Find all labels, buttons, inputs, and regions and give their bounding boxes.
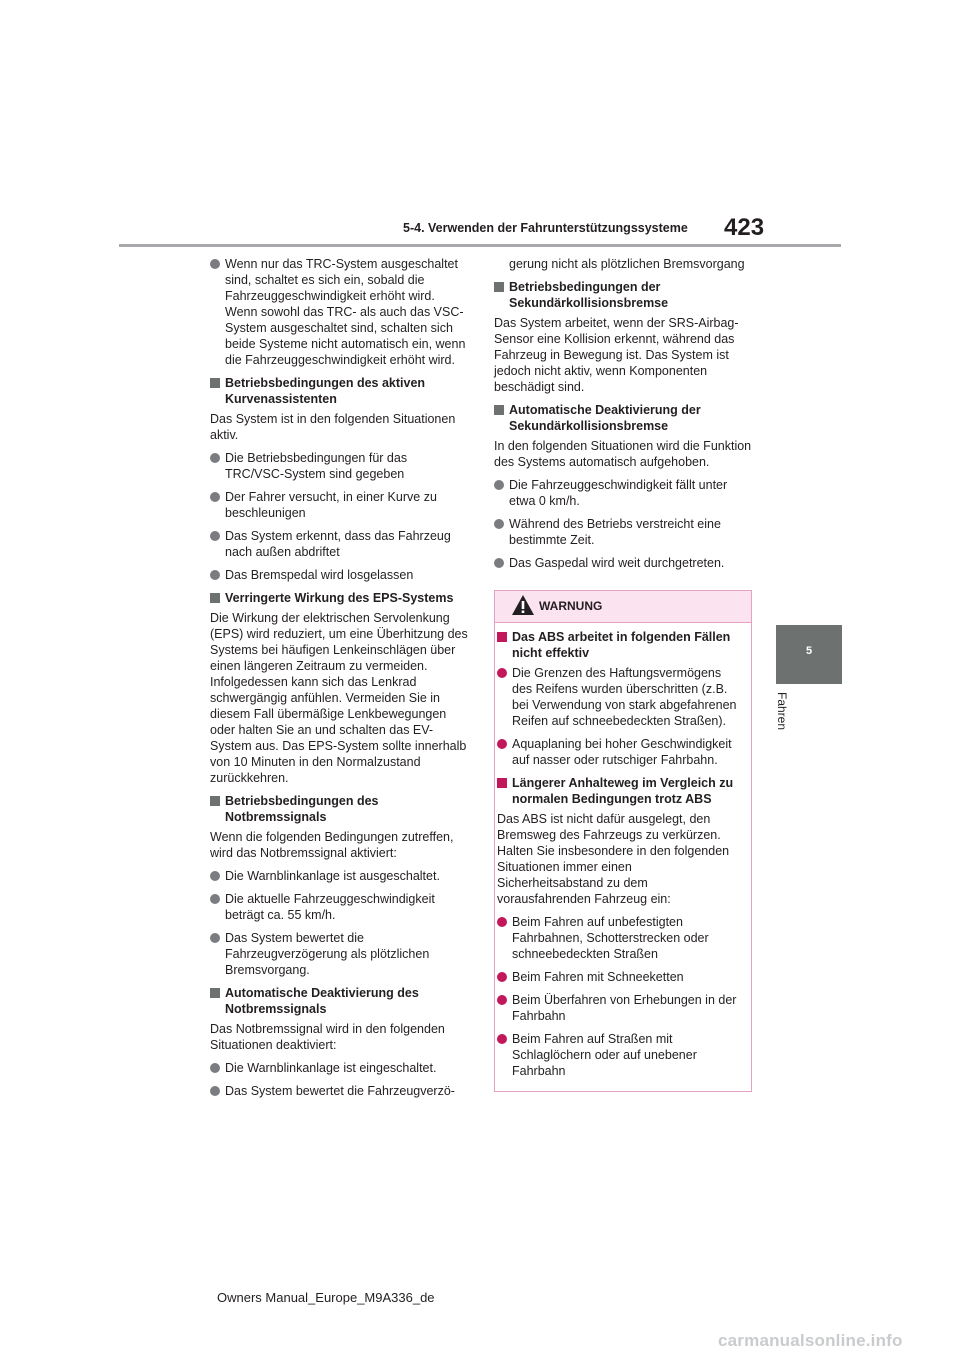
bullet-dot-icon — [210, 492, 220, 502]
bullet-dot-icon — [494, 519, 504, 529]
warning-body — [497, 625, 740, 1086]
paragraph: Wenn die folgenden Bedingungen zutreffen, wird das Notbremssignal aktiviert: — [210, 830, 454, 860]
right-column — [494, 256, 752, 578]
bullet-dot-icon — [210, 933, 220, 943]
heading-text: Das ABS arbeitet in folgenden Fällen nicht effektiv — [512, 630, 731, 660]
bullet-item — [210, 450, 468, 482]
manual-name: Owners Manual_Europe_M9A336_de — [217, 1290, 435, 1305]
watermark: carmanualsonline.info — [718, 1331, 903, 1350]
bullet-text: Beim Fahren auf Straßen mit Schlaglöchern oder auf unebener Fahrbahn — [512, 1032, 697, 1078]
warning-box — [494, 590, 752, 1092]
paragraph: Das Notbremssignal wird in den folgenden Situationen deaktiviert: — [210, 1022, 445, 1052]
section-heading — [497, 775, 740, 807]
bullet-text: Die Betriebsbedingungen für das TRC/VSC-System sind gegeben — [225, 451, 408, 481]
bullet-item — [494, 477, 752, 509]
bullet-item — [210, 567, 468, 583]
bullet-item — [497, 665, 740, 729]
bullet-text: Das Gaspedal wird weit durchgetreten. — [509, 556, 725, 570]
bullet-dot-icon — [497, 917, 507, 927]
bullet-item — [210, 1083, 468, 1099]
warning-title: WARNUNG — [539, 599, 603, 613]
heading-text: Betriebsbedingungen des Notbremssignals — [225, 794, 379, 824]
bullet-item — [210, 256, 468, 368]
section-heading — [210, 985, 468, 1017]
bullet-item — [210, 930, 468, 978]
bullet-text: Die Warnblinkanlage ist ausgeschaltet. — [225, 869, 440, 883]
paragraph: Das System ist in den folgenden Situationen aktiv. — [210, 412, 456, 442]
bullet-dot-icon — [494, 558, 504, 568]
bullet-text: Die aktuelle Fahrzeuggeschwindigkeit beträgt ca. 55 km/h. — [225, 892, 435, 922]
bullet-item — [494, 555, 752, 571]
bullet-dot-icon — [210, 894, 220, 904]
bullet-dot-icon — [497, 668, 507, 678]
paragraph: Die Wirkung der elektrischen Servolenkung (EPS) wird reduziert, um eine Überhitzung des Systems bei häufigen Lenkeinschlägen über einen längeren Zeitraum zu vermeiden. Infolgedessen kann sich das Lenkrad schwergängig anfühlen. Vermeiden Sie in diesem Fall übermäßige Lenkbewegungen oder halten Sie an und schalten das EV-System aus. Das EPS-System sollte innerhalb von 10 Minuten in den Normalzustand zurückkehren. — [210, 611, 468, 785]
section-heading — [497, 629, 740, 661]
bullet-dot-icon — [210, 871, 220, 881]
heading-square-icon — [210, 988, 220, 998]
bullet-item — [494, 516, 752, 548]
bullet-dot-icon — [497, 972, 507, 982]
bullet-item — [210, 868, 468, 884]
bullet-item — [497, 914, 740, 962]
heading-square-icon — [497, 632, 507, 642]
bullet-dot-icon — [210, 570, 220, 580]
heading-square-icon — [497, 778, 507, 788]
section-heading — [210, 793, 468, 825]
bullet-item — [210, 1060, 468, 1076]
bullet-dot-icon — [210, 259, 220, 269]
heading-text: Betriebsbedingungen der Sekundärkollisionsbremse — [509, 280, 669, 310]
paragraph: Das ABS ist nicht dafür ausgelegt, den Bremsweg des Fahrzeugs zu verkürzen. Halten Sie insbesondere in den folgenden Situationen immer einen Sicherheitsabstand zu dem vorausfahrenden Fahrzeug ein: — [497, 812, 730, 906]
left-column — [210, 256, 468, 1106]
bullet-text: Das System bewertet die Fahrzeugverzögerung als plötzlichen Bremsvorgang. — [225, 931, 430, 977]
section-heading — [210, 590, 468, 606]
paragraph: In den folgenden Situationen wird die Funktion des Systems automatisch aufgehoben. — [494, 439, 752, 469]
bullet-text: Die Warnblinkanlage ist eingeschaltet. — [225, 1061, 437, 1075]
chapter-label — [775, 692, 806, 752]
bullet-item — [210, 891, 468, 923]
paragraph: Das System arbeitet, wenn der SRS-Airbag-Sensor eine Kollision erkennt, während das Fahrzeug in Bewegung ist. Das System ist jedoch nicht aktiv, wenn Komponenten beschädigt sind. — [494, 316, 739, 394]
heading-text: Verringerte Wirkung des EPS-Systems — [225, 591, 454, 605]
bullet-item — [497, 1031, 740, 1079]
bullet-dot-icon — [210, 1063, 220, 1073]
heading-square-icon — [210, 796, 220, 806]
chapter-number: 5 — [805, 645, 813, 657]
section-heading — [210, 375, 468, 407]
warning-triangle-icon — [511, 594, 535, 616]
heading-square-icon — [210, 593, 220, 603]
bullet-dot-icon — [497, 739, 507, 749]
bullet-text: Während des Betriebs verstreicht eine bestimmte Zeit. — [509, 517, 721, 547]
section-heading — [494, 279, 752, 311]
heading-square-icon — [494, 405, 504, 415]
bullet-item — [210, 528, 468, 560]
heading-square-icon — [210, 378, 220, 388]
bullet-text: Das System erkennt, dass das Fahrzeug nach außen abdriftet — [225, 529, 451, 559]
bullet-dot-icon — [497, 995, 507, 1005]
chapter-label-text: Fahren — [775, 692, 789, 731]
bullet-text: Die Fahrzeuggeschwindigkeit fällt unter etwa 0 km/h. — [509, 478, 728, 508]
bullet-dot-icon — [210, 531, 220, 541]
bullet-text: Die Grenzen des Haftungsvermögens des Reifens wurden überschritten (z.B. bei Verwendung von stark abgefahrenen Reifen auf schneebedeckten Straßen). — [512, 666, 737, 728]
section-title: 5-4. Verwenden der Fahrunterstützungssysteme — [403, 221, 688, 235]
heading-square-icon — [494, 282, 504, 292]
heading-text: Automatische Deaktivierung der Sekundärkollisionsbremse — [509, 403, 701, 433]
section-heading — [494, 402, 752, 434]
heading-text: Betriebsbedingungen des aktiven Kurvenassistenten — [225, 376, 426, 406]
bullet-item — [497, 736, 740, 768]
bullet-item — [497, 969, 740, 985]
bullet-dot-icon — [210, 453, 220, 463]
chapter-tab[interactable] — [776, 625, 842, 684]
warning-header — [495, 591, 751, 623]
bullet-continuation: gerung nicht als plötzlichen Bremsvorgang — [509, 257, 745, 271]
bullet-dot-icon — [210, 1086, 220, 1096]
bullet-text: Das Bremspedal wird losgelassen — [225, 568, 414, 582]
bullet-item — [210, 489, 468, 521]
bullet-dot-icon — [494, 480, 504, 490]
bullet-text: Wenn nur das TRC-System ausgeschaltet sind, schaltet es sich ein, sobald die Fahrzeuggeschwindigkeit erhöht wird. Wenn sowohl das TRC- als auch das VSC-System ausgeschaltet sind, schalten sich beide Systeme nicht automatisch ein, wenn die Fahrzeuggeschwindigkeit erhöht wird. — [225, 257, 466, 367]
bullet-text: Beim Fahren auf unbefestigten Fahrbahnen, Schotterstrecken oder schneebedeckten Straßen — [512, 915, 709, 961]
bullet-text: Das System bewertet die Fahrzeugverzö- — [225, 1084, 455, 1098]
bullet-dot-icon — [497, 1034, 507, 1044]
bullet-text: Beim Überfahren von Erhebungen in der Fahrbahn — [512, 993, 737, 1023]
heading-text: Längerer Anhalteweg im Vergleich zu normalen Bedingungen trotz ABS — [512, 776, 734, 806]
header-divider — [119, 244, 841, 247]
page-number: 423 — [724, 214, 765, 241]
heading-text: Automatische Deaktivierung des Notbremssignals — [225, 986, 419, 1016]
bullet-text: Beim Fahren mit Schneeketten — [512, 970, 684, 984]
bullet-text: Der Fahrer versucht, in einer Kurve zu beschleunigen — [225, 490, 437, 520]
bullet-text: Aquaplaning bei hoher Geschwindigkeit auf nasser oder rutschiger Fahrbahn. — [512, 737, 732, 767]
bullet-item — [497, 992, 740, 1024]
